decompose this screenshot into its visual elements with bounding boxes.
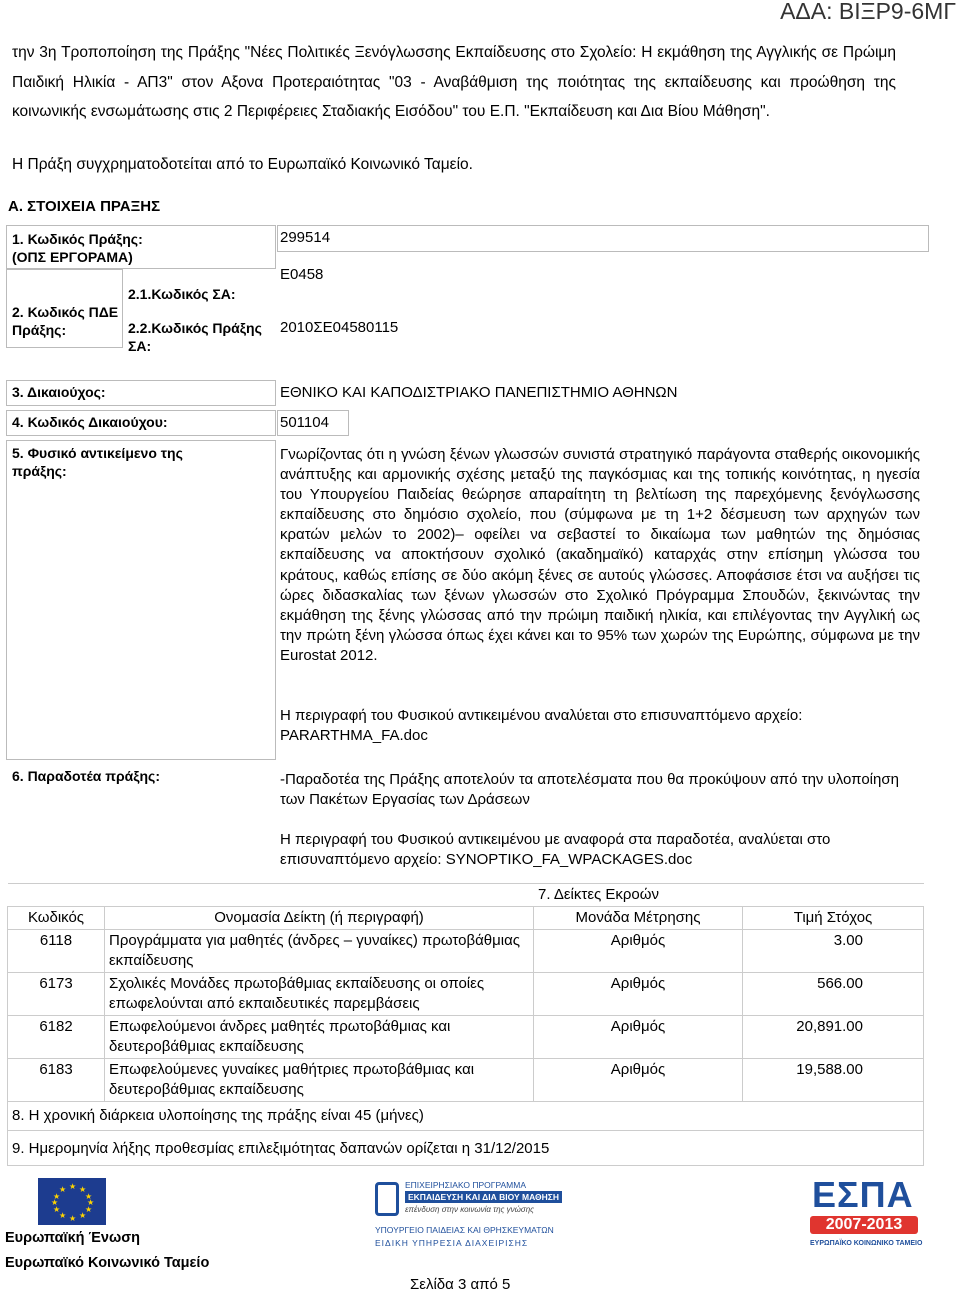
sa-value: Ε0458 <box>280 266 324 283</box>
espa-logo-title: ΕΣΠΑ <box>812 1174 914 1215</box>
beneficiary-code-label: 4. Κωδικός Δικαιούχου: <box>12 414 168 430</box>
row-unit: Αριθμός <box>534 973 743 1016</box>
object-attachment: Η περιγραφή του Φυσικού αντικειμένου αναλύεται στο επισυναπτόμενο αρχείο: PARARTHMA_FA.doc <box>280 707 803 745</box>
row-name: Επωφελούμενες γυναίκες μαθήτριες πρωτοβάθμιας και δευτεροβάθμιας εκπαίδευσης <box>105 1059 534 1102</box>
col-header-name: Ονομασία Δείκτη (ή περιγραφή) <box>105 907 534 930</box>
espa-logo-years: 2007-2013 <box>810 1216 918 1234</box>
table-header-row <box>8 907 924 930</box>
code-label: 1. Κωδικός Πράξης: (ΟΠΣ ΕΡΓΟΡΑΜΑ) <box>12 231 143 265</box>
table-row <box>8 930 924 973</box>
pde-label: 2. Κωδικός ΠΔΕ Πράξης: <box>12 304 119 338</box>
page-number: Σελίδα 3 από 5 <box>410 1276 511 1293</box>
program-logo-line5: ΕΙΔΙΚΗ ΥΠΗΡΕΣΙΑ ΔΙΑΧΕΙΡΙΣΗΣ <box>375 1238 529 1248</box>
row-code: 6182 <box>8 1016 105 1059</box>
row-name: Επωφελούμενοι άνδρες μαθητές πρωτοβάθμιας και δευτεροβάθμιας εκπαίδευσης <box>105 1016 534 1059</box>
object-text: Γνωρίζοντας ότι η γνώση ξένων γλωσσών συνιστά στρατηγικό παράγοντα σταθερής οικονομικής ανάπτυξης και αρμονικής σχέσης μεταξύ της παγκόσμιας και της τοπικής κοινότητας, η ηγεσία του Υπουργείου Παιδείας θεώρησε απαραίτητη τη βελτίωση της παρεχόμενης ξενόγλωσσης εκπαίδευσης στο δημόσιο σχολείο, που (σύμφωνα με τη 1+2 δέσμευση των αρχηγών των κρατών μελών το 2002)– οφείλει να σεβαστεί το δικαίωμα των μαθητών της δημόσιας εκπαίδευσης να αποκτήσουν σχολικό (ακαδημαϊκό) καταρχάς στην επίσημη γλώσσα του κράτους, καθώς επίσης σε δύο ακόμη ξένες σε αυτούς γλώσσες. Αποφάσισε έτσι να αυξήσει τις ώρες διδασκαλίας των ξένων γλωσσών στο Σχολικό Πρόγραμμα Σπουδών, ξεκινώντας την εκμάθηση της ξένης γλώσσας από την πρώιμη παιδική ηλικία, και επιλέγοντας την Αγγλική ως την πρώτη ξένη γλώσσα όπως έχει κάνει και το 95% των χωρών της Ευρώπης, σύμφωνα με την Eurostat 2012. <box>280 446 920 664</box>
program-logo-mark <box>375 1182 399 1216</box>
row-code: 6118 <box>8 930 105 973</box>
table-row <box>8 1059 924 1102</box>
eu-label: Ευρωπαϊκή Ένωση <box>5 1230 140 1246</box>
row-code: 6183 <box>8 1059 105 1102</box>
deadline-text: 9. Ημερομηνία λήξης προθεσμίας επιλεξιμότητας δαπανών ορίζεται η 31/12/2015 <box>8 1131 924 1166</box>
beneficiary-value: ΕΘΝΙΚΟ ΚΑΙ ΚΑΠΟΔΙΣΤΡΙΑΚΟ ΠΑΝΕΠΙΣΤΗΜΙΟ ΑΘΗΝΩΝ <box>280 384 678 401</box>
duration-text: 8. Η χρονική διάρκεια υλοποίησης της πράξης είναι 45 (μήνες) <box>8 1102 924 1131</box>
row-target: 566.00 <box>743 973 924 1016</box>
deliverables-attachment: Η περιγραφή του Φυσικού αντικειμένου με αναφορά στα παραδοτέα, αναλύεται στο επισυναπτόμενο αρχείο: SYNOPTIKO_FA_WPACKAGES.doc <box>280 831 831 869</box>
object-label-box <box>6 440 276 760</box>
row-name: Σχολικές Μονάδες πρωτοβάθμιας εκπαίδευσης οι οποίες επωφελούνται από εκπαιδευτικές παρεμβάσεις <box>105 973 534 1016</box>
row-name: Προγράμματα για μαθητές (άνδρες – γυναίκες) πρωτοβάθμιας εκπαίδευσης <box>105 930 534 973</box>
program-logo-line3: επένδυση στην κοινωνία της γνώσης <box>405 1205 535 1214</box>
code-value: 299514 <box>280 229 331 246</box>
deliverables-text: -Παραδοτέα της Πράξης αποτελούν τα αποτελέσματα που θα προκύψουν από την υλοποίηση των Πακέτων Εργασίας των Δράσεων <box>280 771 899 809</box>
ada-code: ΑΔΑ: ΒΙΞΡ9-6ΜΓ <box>780 0 956 24</box>
program-logo-line4: ΥΠΟΥΡΓΕΙΟ ΠΑΙΔΕΙΑΣ ΚΑΙ ΘΡΗΣΚΕΥΜΑΤΩΝ <box>375 1225 554 1235</box>
program-logo-line2: ΕΚΠΑΙΔΕΥΣΗ ΚΑΙ ΔΙΑ ΒΙΟΥ ΜΑΘΗΣΗ <box>405 1191 562 1203</box>
code-value-box <box>277 225 929 252</box>
intro-paragraph: την 3η Τροποποίηση της Πράξης "Νέες Πολιτικές Ξενόγλωσσης Εκπαίδευσης στο Σχολείο: Η εκμάθηση της Αγγλικής σε Πρώιμη Παιδική Ηλικία - ΑΠ3" στον Αξονα Προτεραιότητας "03 - Αναβάθμιση της ποιότητας της εκπαίδευσης και προώθηση της κοινωνικής ενσωμάτωσης στις 2 Περιφέρειες Σταδιακής Εισόδου" του Ε.Π. "Εκπαίδευση και Δια Βίου Μάθηση". <box>12 44 896 120</box>
indicators-title: 7. Δείκτες Εκροών <box>8 884 924 907</box>
program-logo-line1: ΕΠΙΧΕΙΡΗΣΙΑΚΟ ΠΡΟΓΡΑΜΜΑ <box>405 1180 526 1190</box>
object-label: 5. Φυσικό αντικείμενο της πράξης: <box>12 445 183 479</box>
eu-flag-logo: ★ ★ ★ ★ ★ ★ ★ ★ ★ ★ ★ ★ <box>38 1178 106 1225</box>
row-target: 19,588.00 <box>743 1059 924 1102</box>
sa-code-value: 2010ΣΕ04580115 <box>280 319 399 336</box>
beneficiary-label: 3. Δικαιούχος: <box>12 384 106 400</box>
table-row <box>8 1016 924 1059</box>
row-target: 20,891.00 <box>743 1016 924 1059</box>
col-header-unit: Μονάδα Μέτρησης <box>534 907 743 930</box>
sa-code-label: 2.2.Κωδικός Πράξης ΣΑ: <box>128 320 262 354</box>
row-unit: Αριθμός <box>534 1016 743 1059</box>
beneficiary-code-value: 501104 <box>280 414 329 431</box>
col-header-target: Τιμή Στόχος <box>743 907 924 930</box>
row-unit: Αριθμός <box>534 1059 743 1102</box>
espa-logo <box>810 1174 923 1260</box>
row-unit: Αριθμός <box>534 930 743 973</box>
funding-note: Η Πράξη συγχρηματοδοτείται από το Ευρωπαϊκό Κοινωνικό Ταμείο. <box>12 156 473 173</box>
row-code: 6173 <box>8 973 105 1016</box>
deliverables-label: 6. Παραδοτέα πράξης: <box>12 768 160 784</box>
program-logo <box>375 1180 595 1256</box>
col-header-code: Κωδικός <box>8 907 105 930</box>
esf-label: Ευρωπαϊκό Κοινωνικό Ταμείο <box>5 1255 210 1271</box>
row-target: 3.00 <box>743 930 924 973</box>
section-a-title: Α. ΣΤΟΙΧΕΙΑ ΠΡΑΞΗΣ <box>8 198 161 215</box>
espa-logo-sub: ΕΥΡΩΠΑΪΚΟ ΚΟΙΝΩΝΙΚΟ ΤΑΜΕΙΟ <box>810 1240 923 1247</box>
indicators-table <box>7 883 924 1166</box>
sa-label: 2.1.Κωδικός ΣΑ: <box>128 286 236 302</box>
table-row <box>8 973 924 1016</box>
